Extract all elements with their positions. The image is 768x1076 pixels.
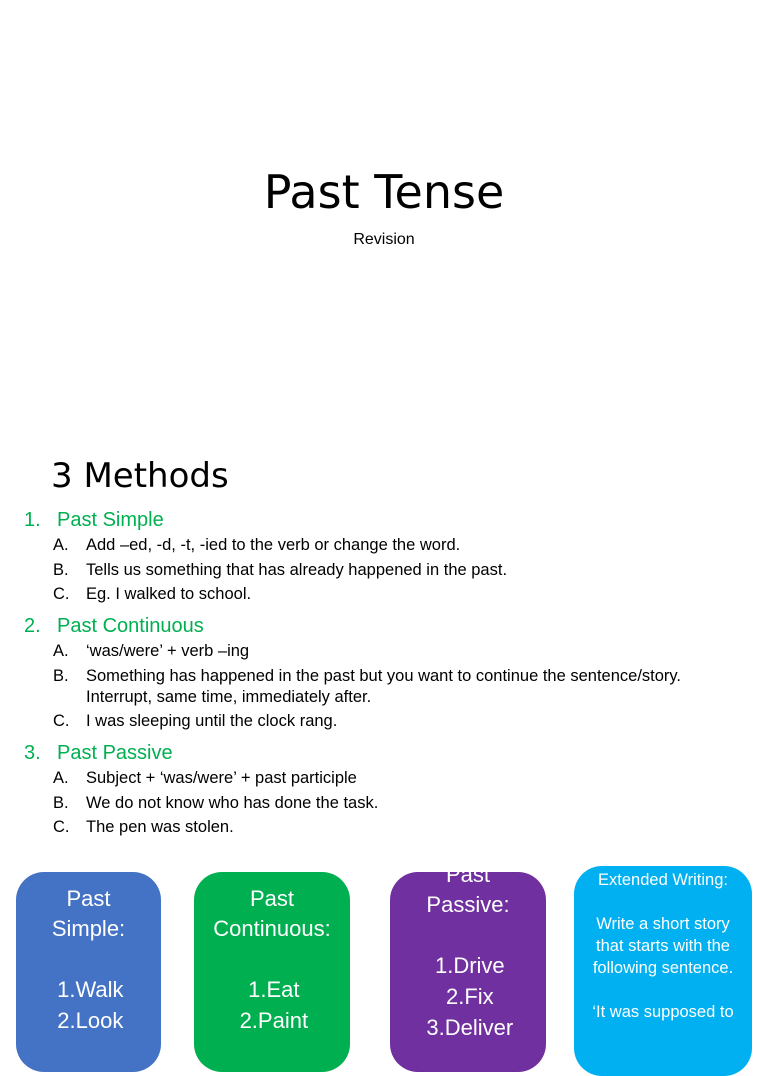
item-letter: A.: [53, 536, 69, 554]
list-item: [24, 535, 744, 556]
list-item: [194, 974, 350, 1005]
card-extended-writing: [574, 866, 752, 1076]
item-text: Subject + ‘was/were’ + past participle: [86, 769, 357, 787]
item-number: 1.: [248, 977, 267, 1002]
item-text: Add –ed, -d, -t, -ied to the verb or change the word.: [86, 536, 461, 554]
list-item: [390, 981, 546, 1012]
card-title-line: Simple:: [51, 916, 126, 941]
item-text: Paint: [257, 1008, 309, 1033]
page-title: Past Tense: [263, 165, 505, 219]
card-past-continuous: [194, 872, 350, 1072]
item-text: The pen was stolen.: [86, 818, 234, 836]
method-title: [24, 740, 744, 766]
method-label: Past Continuous: [57, 615, 204, 637]
item-letter: C.: [53, 585, 70, 603]
list-item: [24, 768, 744, 789]
item-letter: B.: [53, 666, 69, 685]
list-item: [16, 974, 161, 1005]
item-text: Drive: [453, 953, 505, 978]
item-letter: A.: [53, 642, 69, 660]
item-text: Deliver: [444, 1015, 514, 1040]
item-letter: C.: [53, 712, 70, 730]
method-details: [24, 641, 744, 732]
item-text: Walk: [75, 977, 124, 1002]
method-title: [24, 613, 744, 639]
method-number: 1.: [24, 509, 41, 531]
item-number: 3.: [426, 1015, 445, 1040]
methods-heading: 3 Methods: [51, 456, 229, 496]
list-item: [24, 793, 744, 814]
item-text: I was sleeping until the clock rang.: [86, 712, 338, 730]
item-text: Look: [75, 1008, 124, 1033]
list-item: [24, 641, 744, 662]
item-number: 2.: [445, 984, 465, 1009]
card-title: [16, 884, 161, 944]
method-details: [24, 768, 744, 838]
page-subtitle: Revision: [353, 231, 415, 248]
method-number: 2.: [24, 615, 41, 637]
item-text: We do not know who has done the task.: [86, 793, 379, 812]
card-example-list: [390, 950, 546, 1043]
item-number: 2.: [239, 1008, 258, 1033]
list-item: [194, 1005, 350, 1036]
method-details: [24, 535, 744, 605]
card-title-line: Passive:: [426, 892, 510, 917]
card-title-line: Past: [249, 886, 295, 911]
method-number: 3.: [24, 742, 41, 764]
card-body: Write a short story that starts with the following sentence.: [592, 915, 734, 977]
card-past-passive: [390, 862, 546, 1072]
card-example-list: [194, 974, 350, 1036]
item-letter: B.: [53, 560, 69, 579]
item-letter: A.: [53, 769, 69, 787]
item-text: ‘was/were’ + verb –ing: [86, 642, 250, 660]
item-text: Fix: [464, 984, 494, 1009]
card-title-line: Past: [445, 862, 491, 887]
list-item: [390, 950, 546, 981]
item-text: Eg. I walked to school.: [86, 585, 252, 603]
card-title-line: Past: [66, 886, 111, 911]
list-item: [24, 560, 744, 581]
item-letter: C.: [53, 818, 70, 836]
list-item: [24, 817, 744, 838]
card-quote: ‘It was supposed to: [592, 1003, 734, 1021]
item-text: Tells us something that has already happened in the past.: [86, 560, 508, 579]
method-past-continuous: [24, 613, 744, 736]
item-letter: B.: [53, 793, 69, 812]
item-text: Eat: [266, 977, 300, 1002]
item-number: 1.: [434, 953, 454, 978]
card-title: [390, 860, 546, 920]
list-item: [24, 666, 744, 708]
card-title: [194, 884, 350, 944]
method-past-passive: [24, 740, 744, 842]
item-number: 2.: [57, 1008, 76, 1033]
card-title-line: Continuous:: [213, 916, 331, 941]
list-item: [16, 1005, 161, 1036]
method-title: [24, 507, 744, 533]
card-heading: Extended Writing:: [598, 871, 728, 889]
card-past-simple: [16, 872, 161, 1072]
list-item: [24, 584, 744, 605]
list-item: [24, 711, 744, 732]
item-number: 1.: [57, 977, 76, 1002]
method-label: Past Simple: [57, 509, 164, 531]
method-label: Past Passive: [57, 742, 173, 764]
item-text: Something has happened in the past but you want to continue the sentence/story. Interrupt, same time, immediately after.: [86, 666, 682, 706]
list-item: [390, 1012, 546, 1043]
method-past-simple: [24, 507, 744, 609]
card-example-list: [16, 974, 161, 1036]
